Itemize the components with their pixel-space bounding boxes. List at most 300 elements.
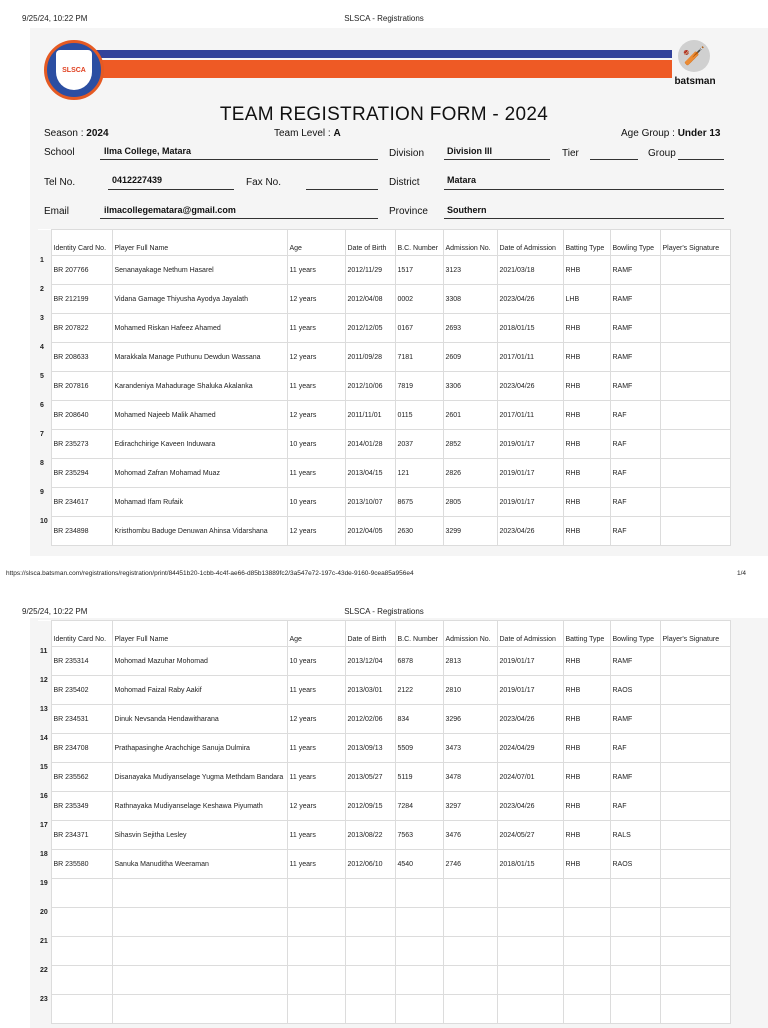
- batting-type-cell: RHB: [563, 676, 610, 705]
- print-url: https://slsca.batsman.com/registrations/registration/print/84451b20-1cbb-4c4f-ae66-d85b13889fc2/3a547e72-197c-43de-9160-9cea85a956e4: [6, 570, 414, 577]
- admission-no-cell: 3308: [443, 285, 497, 314]
- batsman-figure-icon: 🏏: [678, 40, 710, 72]
- tel-value: 0412227439: [112, 175, 163, 185]
- admission-no-cell: 3123: [443, 256, 497, 285]
- age-cell: 12 years: [287, 517, 345, 546]
- row-number: 15: [38, 763, 51, 792]
- admission-no-cell: 3473: [443, 734, 497, 763]
- age-cell: 10 years: [287, 430, 345, 459]
- row-number: 7: [38, 430, 51, 459]
- row-number: 23: [38, 995, 51, 1024]
- batting-type-cell: RHB: [563, 734, 610, 763]
- bowling-type-cell: RAMF: [610, 256, 660, 285]
- table-row: [38, 343, 730, 372]
- table-row: [38, 908, 730, 937]
- signature-cell: [660, 401, 730, 430]
- date-of-admission-cell: 2018/01/15: [497, 314, 563, 343]
- batting-type-cell: RHB: [563, 821, 610, 850]
- identity-card-cell: [51, 937, 112, 966]
- batting-type-cell: LHB: [563, 285, 610, 314]
- batting-type-cell: [563, 937, 610, 966]
- signature-cell: [660, 879, 730, 908]
- bc-number-cell: 0167: [395, 314, 443, 343]
- row-number: 5: [38, 372, 51, 401]
- bowling-type-cell: RAMF: [610, 763, 660, 792]
- season-value: 2024: [86, 128, 109, 139]
- admission-no-cell: 2601: [443, 401, 497, 430]
- row-number: 11: [38, 647, 51, 676]
- player-name-cell: Mohamad Ifam Rufaik: [112, 488, 287, 517]
- row-number: 12: [38, 676, 51, 705]
- batting-type-cell: [563, 879, 610, 908]
- header-identity-card: Identity Card No.: [51, 230, 112, 256]
- bowling-type-cell: [610, 995, 660, 1024]
- header-bowling-type: Bowling Type: [610, 230, 660, 256]
- province-underline: [444, 218, 724, 219]
- bc-number-cell: [395, 879, 443, 908]
- age-group-value: Under 13: [677, 128, 721, 139]
- district-value: Matara: [447, 175, 477, 185]
- admission-no-cell: 2813: [443, 647, 497, 676]
- identity-card-cell: BR 234617: [51, 488, 112, 517]
- table-row: [38, 285, 730, 314]
- row-number: 2: [38, 285, 51, 314]
- table-row: [38, 488, 730, 517]
- players-table-page-2: [38, 620, 731, 1024]
- signature-cell: [660, 937, 730, 966]
- age-cell: 12 years: [287, 285, 345, 314]
- batting-type-cell: RHB: [563, 850, 610, 879]
- date-of-admission-cell: [497, 966, 563, 995]
- division-label: Division: [389, 148, 425, 159]
- age-cell: 11 years: [287, 734, 345, 763]
- bc-number-cell: 0002: [395, 285, 443, 314]
- print-datetime: 9/25/24, 10:22 PM: [22, 14, 88, 23]
- bowling-type-cell: RAMF: [610, 343, 660, 372]
- table-row: [38, 647, 730, 676]
- header-bc-number: B.C. Number: [395, 230, 443, 256]
- row-number: 18: [38, 850, 51, 879]
- age-cell: 12 years: [287, 792, 345, 821]
- date-of-birth-cell: [345, 908, 395, 937]
- identity-card-cell: BR 207816: [51, 372, 112, 401]
- batting-type-cell: RHB: [563, 459, 610, 488]
- row-number: 16: [38, 792, 51, 821]
- identity-card-cell: [51, 879, 112, 908]
- date-of-admission-cell: 2017/01/11: [497, 401, 563, 430]
- tel-label: Tel No.: [44, 177, 76, 188]
- signature-cell: [660, 517, 730, 546]
- bc-number-cell: 834: [395, 705, 443, 734]
- player-name-cell: Senanayakage Nethum Hasarel: [112, 256, 287, 285]
- fax-underline: [306, 189, 378, 190]
- bc-number-cell: [395, 995, 443, 1024]
- table-row: [38, 792, 730, 821]
- form-title: TEAM REGISTRATION FORM - 2024: [219, 104, 549, 125]
- signature-cell: [660, 372, 730, 401]
- player-name-cell: Sihasvin Sejitha Lesley: [112, 821, 287, 850]
- admission-no-cell: [443, 966, 497, 995]
- date-of-birth-cell: 2013/05/27: [345, 763, 395, 792]
- identity-card-cell: BR 208640: [51, 401, 112, 430]
- header-admission-no: Admission No.: [443, 230, 497, 256]
- bowling-type-cell: [610, 908, 660, 937]
- signature-cell: [660, 763, 730, 792]
- identity-card-cell: BR 207766: [51, 256, 112, 285]
- players-table-page-1: [38, 229, 731, 546]
- admission-no-cell: 3306: [443, 372, 497, 401]
- batting-type-cell: RHB: [563, 256, 610, 285]
- table-row: [38, 705, 730, 734]
- identity-card-cell: [51, 995, 112, 1024]
- identity-card-cell: BR 234531: [51, 705, 112, 734]
- table-header-row: [38, 621, 730, 647]
- header-row-number: [38, 621, 51, 647]
- signature-cell: [660, 430, 730, 459]
- player-name-cell: Mohomad Faizal Raby Aakif: [112, 676, 287, 705]
- bowling-type-cell: [610, 937, 660, 966]
- identity-card-cell: BR 234898: [51, 517, 112, 546]
- player-name-cell: Disanayaka Mudiyanselage Yugma Methdam Bandara: [112, 763, 287, 792]
- admission-no-cell: 2746: [443, 850, 497, 879]
- banner-blue-band: [74, 50, 672, 58]
- date-of-admission-cell: [497, 995, 563, 1024]
- date-of-admission-cell: 2017/01/11: [497, 343, 563, 372]
- table-row: [38, 517, 730, 546]
- batting-type-cell: [563, 908, 610, 937]
- batting-type-cell: RHB: [563, 647, 610, 676]
- print-datetime-page-2: 9/25/24, 10:22 PM: [22, 607, 88, 616]
- batting-type-cell: RHB: [563, 430, 610, 459]
- date-of-admission-cell: 2019/01/17: [497, 488, 563, 517]
- bc-number-cell: 2630: [395, 517, 443, 546]
- signature-cell: [660, 256, 730, 285]
- age-cell: 11 years: [287, 850, 345, 879]
- date-of-birth-cell: 2013/03/01: [345, 676, 395, 705]
- division-underline: [444, 159, 550, 160]
- row-number: 19: [38, 879, 51, 908]
- signature-cell: [660, 488, 730, 517]
- bc-number-cell: 7819: [395, 372, 443, 401]
- row-number: 8: [38, 459, 51, 488]
- table-row: [38, 676, 730, 705]
- bc-number-cell: [395, 966, 443, 995]
- age-cell: 11 years: [287, 256, 345, 285]
- player-name-cell: [112, 995, 287, 1024]
- date-of-admission-cell: 2024/07/01: [497, 763, 563, 792]
- admission-no-cell: 2693: [443, 314, 497, 343]
- header-player-name: Player Full Name: [112, 621, 287, 647]
- admission-no-cell: 3296: [443, 705, 497, 734]
- header-signature: Player's Signature: [660, 621, 730, 647]
- header-date-of-admission: Date of Admission: [497, 621, 563, 647]
- row-number: 22: [38, 966, 51, 995]
- date-of-birth-cell: 2012/04/05: [345, 517, 395, 546]
- batting-type-cell: RHB: [563, 705, 610, 734]
- date-of-admission-cell: 2018/01/15: [497, 850, 563, 879]
- table-row: [38, 937, 730, 966]
- bowling-type-cell: [610, 879, 660, 908]
- print-page-number: 1/4: [736, 570, 746, 577]
- date-of-admission-cell: 2019/01/17: [497, 430, 563, 459]
- table-row: [38, 734, 730, 763]
- player-name-cell: Mohomad Zafran Mohamad Muaz: [112, 459, 287, 488]
- player-name-cell: Vidana Gamage Thiyusha Ayodya Jayalath: [112, 285, 287, 314]
- season-field: [44, 128, 109, 139]
- date-of-birth-cell: 2012/02/06: [345, 705, 395, 734]
- date-of-admission-cell: 2021/03/18: [497, 256, 563, 285]
- admission-no-cell: [443, 937, 497, 966]
- age-cell: 11 years: [287, 372, 345, 401]
- banner-orange-band: [74, 60, 672, 78]
- admission-no-cell: 3297: [443, 792, 497, 821]
- date-of-admission-cell: [497, 937, 563, 966]
- table-row: [38, 879, 730, 908]
- age-cell: [287, 908, 345, 937]
- identity-card-cell: [51, 966, 112, 995]
- admission-no-cell: [443, 995, 497, 1024]
- header-bowling-type: Bowling Type: [610, 621, 660, 647]
- admission-no-cell: 3299: [443, 517, 497, 546]
- admission-no-cell: 3478: [443, 763, 497, 792]
- player-name-cell: Sanuka Manuditha Weeraman: [112, 850, 287, 879]
- signature-cell: [660, 647, 730, 676]
- province-label: Province: [389, 206, 428, 217]
- identity-card-cell: BR 208633: [51, 343, 112, 372]
- age-cell: 11 years: [287, 459, 345, 488]
- age-cell: [287, 879, 345, 908]
- header-date-of-birth: Date of Birth: [345, 230, 395, 256]
- row-number: 13: [38, 705, 51, 734]
- table-row: [38, 401, 730, 430]
- signature-cell: [660, 850, 730, 879]
- identity-card-cell: BR 235562: [51, 763, 112, 792]
- header-admission-no: Admission No.: [443, 621, 497, 647]
- identity-card-cell: BR 234708: [51, 734, 112, 763]
- header-batting-type: Batting Type: [563, 621, 610, 647]
- signature-cell: [660, 966, 730, 995]
- school-value: Ilma College, Matara: [104, 146, 192, 156]
- bowling-type-cell: RAF: [610, 734, 660, 763]
- date-of-birth-cell: 2011/11/01: [345, 401, 395, 430]
- identity-card-cell: BR 235580: [51, 850, 112, 879]
- table-row: [38, 995, 730, 1024]
- email-underline: [100, 218, 378, 219]
- date-of-admission-cell: 2024/04/29: [497, 734, 563, 763]
- signature-cell: [660, 908, 730, 937]
- date-of-birth-cell: [345, 995, 395, 1024]
- row-number: 20: [38, 908, 51, 937]
- table-row: [38, 314, 730, 343]
- row-number: 10: [38, 517, 51, 546]
- admission-no-cell: 2805: [443, 488, 497, 517]
- date-of-birth-cell: [345, 937, 395, 966]
- bowling-type-cell: RAMF: [610, 285, 660, 314]
- date-of-birth-cell: 2013/12/04: [345, 647, 395, 676]
- admission-no-cell: 2810: [443, 676, 497, 705]
- age-cell: 12 years: [287, 401, 345, 430]
- age-cell: [287, 937, 345, 966]
- identity-card-cell: BR 235314: [51, 647, 112, 676]
- tier-label: Tier: [562, 148, 579, 159]
- date-of-birth-cell: 2012/06/10: [345, 850, 395, 879]
- date-of-admission-cell: 2023/04/26: [497, 517, 563, 546]
- bowling-type-cell: RAF: [610, 792, 660, 821]
- signature-cell: [660, 995, 730, 1024]
- table-row: [38, 372, 730, 401]
- table-row: [38, 430, 730, 459]
- row-number: 21: [38, 937, 51, 966]
- age-cell: 10 years: [287, 488, 345, 517]
- date-of-admission-cell: [497, 879, 563, 908]
- date-of-admission-cell: 2019/01/17: [497, 459, 563, 488]
- admission-no-cell: 2826: [443, 459, 497, 488]
- signature-cell: [660, 314, 730, 343]
- fax-label: Fax No.: [246, 177, 282, 188]
- age-cell: [287, 966, 345, 995]
- identity-card-cell: BR 207822: [51, 314, 112, 343]
- age-cell: 11 years: [287, 314, 345, 343]
- date-of-admission-cell: [497, 908, 563, 937]
- date-of-birth-cell: 2013/08/22: [345, 821, 395, 850]
- identity-card-cell: [51, 908, 112, 937]
- header-age: Age: [287, 230, 345, 256]
- batsman-logo: [672, 40, 718, 92]
- player-name-cell: Mohamed Najeeb Malik Ahamed: [112, 401, 287, 430]
- age-cell: 11 years: [287, 821, 345, 850]
- bowling-type-cell: RAMF: [610, 647, 660, 676]
- age-group-field: [621, 128, 721, 139]
- identity-card-cell: BR 235402: [51, 676, 112, 705]
- date-of-birth-cell: 2013/10/07: [345, 488, 395, 517]
- bc-number-cell: 8675: [395, 488, 443, 517]
- team-level-field: [274, 128, 341, 139]
- age-cell: 10 years: [287, 647, 345, 676]
- identity-card-cell: BR 212199: [51, 285, 112, 314]
- age-group-label: Age Group :: [621, 128, 675, 139]
- date-of-birth-cell: 2012/09/15: [345, 792, 395, 821]
- player-name-cell: [112, 937, 287, 966]
- player-name-cell: Kristhombu Baduge Denuwan Ahinsa Vidarshana: [112, 517, 287, 546]
- bc-number-cell: 5509: [395, 734, 443, 763]
- date-of-admission-cell: 2019/01/17: [497, 676, 563, 705]
- date-of-birth-cell: [345, 879, 395, 908]
- print-header: [0, 14, 768, 28]
- team-level-value: A: [333, 128, 341, 139]
- signature-cell: [660, 459, 730, 488]
- date-of-admission-cell: 2023/04/26: [497, 372, 563, 401]
- bc-number-cell: 2037: [395, 430, 443, 459]
- bowling-type-cell: RAF: [610, 488, 660, 517]
- age-cell: [287, 995, 345, 1024]
- tel-underline: [108, 189, 234, 190]
- bowling-type-cell: [610, 966, 660, 995]
- row-number: 6: [38, 401, 51, 430]
- print-footer: [0, 570, 768, 582]
- admission-no-cell: 2609: [443, 343, 497, 372]
- batting-type-cell: RHB: [563, 343, 610, 372]
- bc-number-cell: 2122: [395, 676, 443, 705]
- player-name-cell: [112, 879, 287, 908]
- print-doc-title-page-2: SLSCA - Registrations: [344, 607, 424, 616]
- signature-cell: [660, 821, 730, 850]
- table-row: [38, 763, 730, 792]
- admission-no-cell: 3476: [443, 821, 497, 850]
- age-cell: 11 years: [287, 676, 345, 705]
- row-number: 3: [38, 314, 51, 343]
- bowling-type-cell: RALS: [610, 821, 660, 850]
- bc-number-cell: 7284: [395, 792, 443, 821]
- admission-no-cell: [443, 908, 497, 937]
- date-of-admission-cell: 2023/04/26: [497, 705, 563, 734]
- season-label: Season :: [44, 128, 84, 139]
- date-of-birth-cell: 2013/04/15: [345, 459, 395, 488]
- batsman-brand-text: batsman: [674, 76, 716, 87]
- row-number: 1: [38, 256, 51, 285]
- table-row: [38, 850, 730, 879]
- age-cell: 11 years: [287, 763, 345, 792]
- identity-card-cell: BR 234371: [51, 821, 112, 850]
- team-level-label: Team Level :: [274, 128, 331, 139]
- batting-type-cell: [563, 966, 610, 995]
- date-of-birth-cell: 2012/04/08: [345, 285, 395, 314]
- bc-number-cell: [395, 908, 443, 937]
- row-number: 9: [38, 488, 51, 517]
- batting-type-cell: RHB: [563, 401, 610, 430]
- date-of-birth-cell: 2012/10/06: [345, 372, 395, 401]
- bc-number-cell: [395, 937, 443, 966]
- header-batting-type: Batting Type: [563, 230, 610, 256]
- bowling-type-cell: RAF: [610, 459, 660, 488]
- admission-no-cell: 2852: [443, 430, 497, 459]
- row-number: 4: [38, 343, 51, 372]
- bc-number-cell: 6878: [395, 647, 443, 676]
- bowling-type-cell: RAMF: [610, 314, 660, 343]
- table-row: [38, 256, 730, 285]
- date-of-birth-cell: [345, 966, 395, 995]
- admission-no-cell: [443, 879, 497, 908]
- age-cell: 12 years: [287, 705, 345, 734]
- batting-type-cell: [563, 995, 610, 1024]
- date-of-birth-cell: 2012/11/29: [345, 256, 395, 285]
- row-number: 17: [38, 821, 51, 850]
- age-cell: 12 years: [287, 343, 345, 372]
- school-label: School: [44, 147, 75, 158]
- header-player-name: Player Full Name: [112, 230, 287, 256]
- date-of-birth-cell: 2014/01/28: [345, 430, 395, 459]
- identity-card-cell: BR 235349: [51, 792, 112, 821]
- slsca-logo: [44, 40, 104, 100]
- batting-type-cell: RHB: [563, 372, 610, 401]
- row-number: 14: [38, 734, 51, 763]
- date-of-admission-cell: 2024/05/27: [497, 821, 563, 850]
- bc-number-cell: 121: [395, 459, 443, 488]
- bc-number-cell: 1517: [395, 256, 443, 285]
- batting-type-cell: RHB: [563, 488, 610, 517]
- header-identity-card: Identity Card No.: [51, 621, 112, 647]
- bowling-type-cell: RAOS: [610, 850, 660, 879]
- player-name-cell: Prathapasinghe Arachchige Sanuja Dulmira: [112, 734, 287, 763]
- bowling-type-cell: RAF: [610, 401, 660, 430]
- player-name-cell: Marakkala Manage Puthunu Dewdun Wassana: [112, 343, 287, 372]
- date-of-birth-cell: 2012/12/05: [345, 314, 395, 343]
- email-value: ilmacollegematara@gmail.com: [104, 205, 236, 215]
- signature-cell: [660, 343, 730, 372]
- tier-underline: [590, 159, 638, 160]
- table-header-row: [38, 230, 730, 256]
- batting-type-cell: RHB: [563, 314, 610, 343]
- signature-cell: [660, 792, 730, 821]
